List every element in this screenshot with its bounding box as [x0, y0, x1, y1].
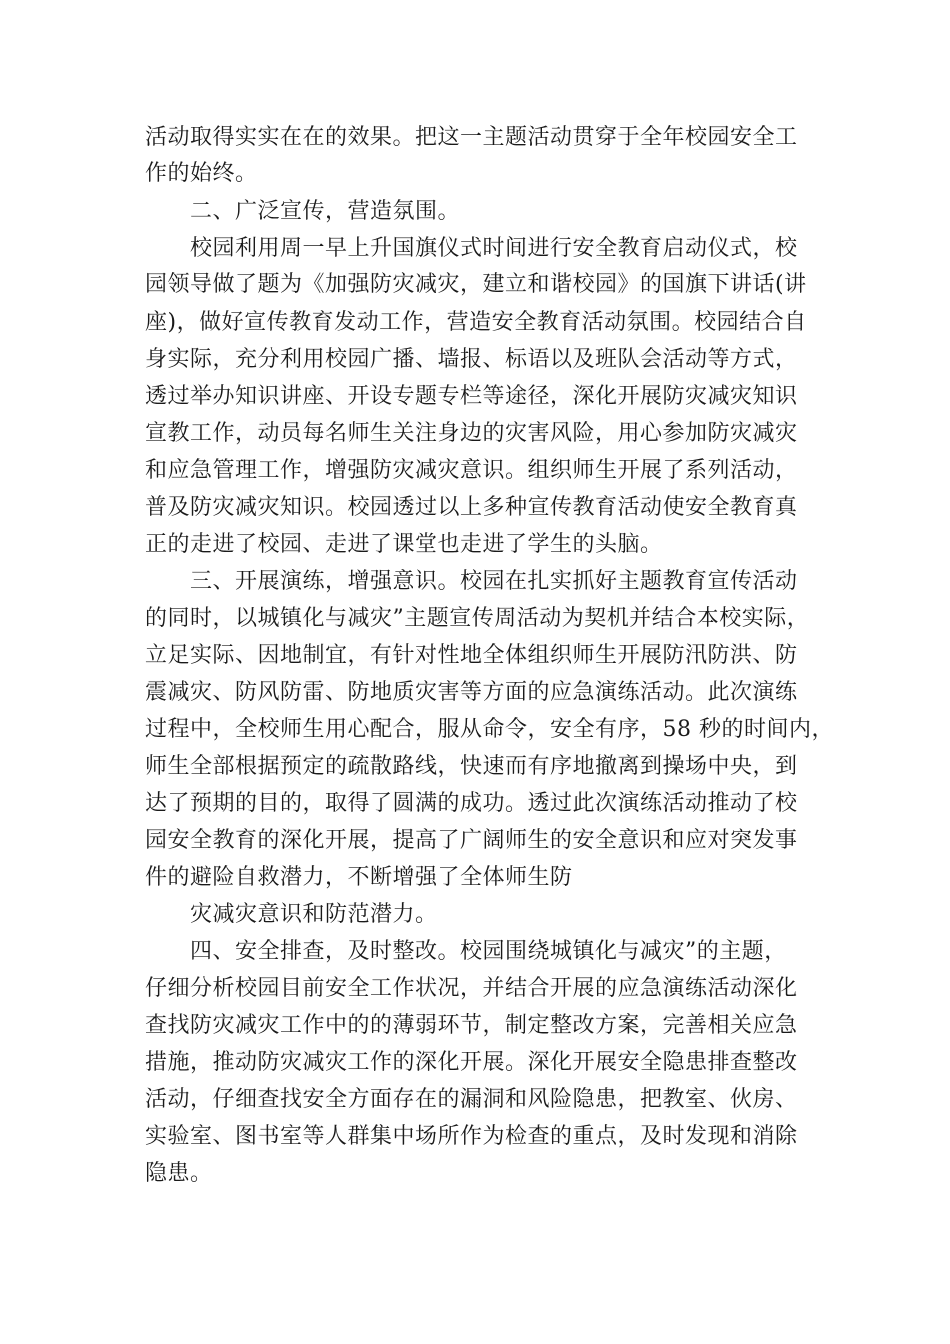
- text-line: 普及防灾减灾知识。校园透过以上多种宣传教育活动使安全教育真: [145, 495, 798, 520]
- text-line: 隐患。: [145, 1161, 213, 1186]
- text-line: 灾减灾意识和防范潜力。: [190, 902, 438, 927]
- text-line: 震减灾、防风防雷、防地质灾害等方面的应急演练活动。此次演练: [145, 680, 798, 705]
- text-line: 达了预期的目的，取得了圆满的成功。透过此次演练活动推动了校: [145, 791, 798, 816]
- text-line: 宣教工作，动员每名师生关注身边的灾害风险，用心参加防灾减灾: [145, 421, 798, 446]
- text-line: 和应急管理工作，增强防灾减灾意识。组织师生开展了系列活动，: [145, 458, 798, 483]
- text-line: 件的避险自救潜力，不断增强了全体师生防: [145, 865, 573, 890]
- text-line: 校园利用周一早上升国旗仪式时间进行安全教育启动仪式，校: [190, 236, 798, 261]
- text-line: 的同时，以城镇化与减灾”主题宣传周活动为契机并结合本校实际，: [145, 606, 810, 631]
- text-line: 活动取得实实在在的效果。把这一主题活动贯穿于全年校园安全工: [145, 125, 798, 150]
- text-line: 园领导做了题为《加强防灾减灾，建立和谐校园》的国旗下讲话(讲: [145, 272, 807, 297]
- text-line: 师生全部根据预定的疏散路线，快速而有序地撤离到操场中央，到: [145, 754, 798, 779]
- text-line: 作的始终。: [145, 161, 258, 186]
- text-line: 查找防灾减灾工作中的的薄弱环节，制定整改方案，完善相关应急: [145, 1013, 798, 1038]
- text-line: 园安全教育的深化开展，提高了广阔师生的安全意识和应对突发事: [145, 828, 798, 853]
- text-line: 实验室、图书室等人群集中场所作为检查的重点，及时发现和消除: [145, 1124, 798, 1149]
- text-line: 正的走进了校园、走进了课堂也走进了学生的头脑。: [145, 532, 663, 557]
- text-line: 过程中，全校师生用心配合，服从命令，安全有序，58 秒的时间内，: [145, 717, 834, 742]
- text-line: 身实际，充分利用校园广播、墙报、标语以及班队会活动等方式，: [145, 347, 798, 372]
- section-heading: 二、广泛宣传，营造氛围。: [190, 199, 461, 224]
- section-heading: 四、安全排查，及时整改。校园围绕城镇化与减灾”的主题，: [190, 939, 787, 964]
- text-line: 活动，仔细查找安全方面存在的漏洞和风险隐患，把教室、伙房、: [145, 1087, 798, 1112]
- text-line: 透过举办知识讲座、开设专题专栏等途径，深化开展防灾减灾知识: [145, 384, 798, 409]
- text-line: 仔细分析校园目前安全工作状况，并结合开展的应急演练活动深化: [145, 976, 798, 1001]
- text-line: 立足实际、因地制宜，有针对性地全体组织师生开展防汛防洪、防: [145, 643, 798, 668]
- section-heading: 三、开展演练，增强意识。校园在扎实抓好主题教育宣传活动: [190, 569, 798, 594]
- text-line: 座)，做好宣传教育发动工作，营造安全教育活动氛围。校园结合自: [145, 310, 807, 335]
- text-line: 措施，推动防灾减灾工作的深化开展。深化开展安全隐患排查整改: [145, 1050, 798, 1075]
